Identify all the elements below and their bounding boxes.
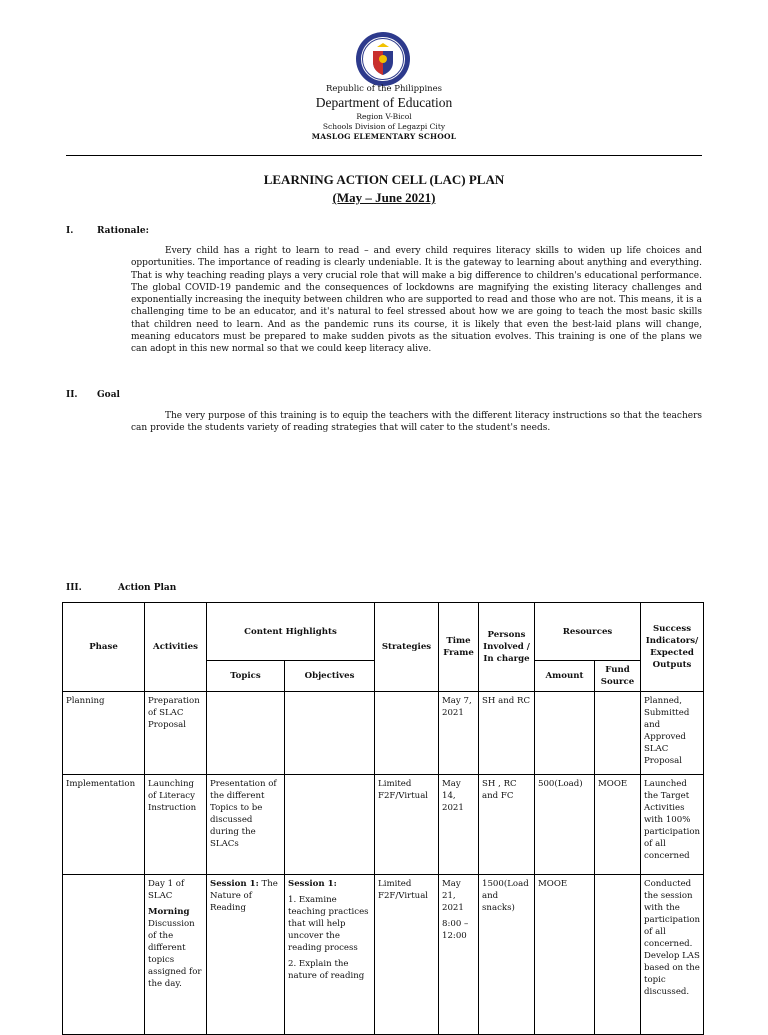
objective-2: 2. Explain the nature of reading	[288, 959, 365, 981]
cell-activities: Launching of Literacy Instruction	[145, 775, 207, 875]
activity-time-label: Morning	[148, 907, 190, 917]
header-topics: Topics	[207, 661, 285, 692]
activity-day: Day 1 of SLAC	[148, 879, 185, 901]
header-department: Department of Education	[315, 95, 453, 110]
topic-description: The Nature of Reading	[210, 879, 278, 913]
header-content-highlights: Content Highlights	[207, 603, 375, 661]
action-plan-table	[62, 602, 704, 1035]
header-activities: Activities	[145, 603, 207, 692]
cell-amount: 1500(Load and snacks)	[479, 875, 535, 1035]
rationale-paragraph: Every child has a right to learn to read – and every child requires literacy skills to widen up life choices and opportunities. The importance of reading is clearly undeniable. It is the gateway to learning about anything and everything. That is why teaching reading plays a very crucial role that will make a big difference to children's educational performance. The global COVID-19 pandemic and the consequences of lockdowns are magnifying the existing literacy challenges and exponentially increasing the inequity between children who are supported to read and those who are not. This means, it is a challenging time to be an educator, and it's natural to feel stressed about how we are going to teach the most basic skills that children need to learn. And as the pandemic runs its course, it is likely that even the best-laid plans will change, meaning educators must be prepared to make sudden pivots as the situation evolves. This training is one of the plans we can adopt in this new normal so that we could keep literacy alive.	[131, 246, 702, 355]
cell-topics: Presentation of the different Topics to be discussed during the SLACs	[207, 775, 285, 875]
header-amount: Amount	[535, 661, 595, 692]
cell-persons	[595, 875, 641, 1035]
objective-1: 1. Examine teaching practices that will help uncover the reading process	[288, 895, 369, 953]
cell-success: Launched the Target Activities with 100% participation of all concerned	[641, 775, 704, 875]
section-number-rationale: I.	[66, 226, 74, 236]
table-row	[63, 775, 704, 875]
section-title-action-plan: Action Plan	[118, 583, 177, 593]
cell-phase	[63, 875, 145, 1035]
cell-fund-source	[595, 692, 641, 775]
section-title-rationale: Rationale:	[97, 226, 149, 236]
cell-amount: 500(Load)	[535, 775, 595, 875]
cell-objectives	[285, 692, 375, 775]
cell-amount	[535, 692, 595, 775]
cell-objectives	[285, 875, 375, 1035]
cell-objectives	[285, 775, 375, 875]
deped-seal-icon	[355, 31, 411, 87]
header-region: Region V-Bicol	[356, 112, 412, 121]
cell-time-frame: May 14, 2021	[439, 775, 479, 875]
header-strategies: Strategies	[375, 603, 439, 692]
header-republic: Republic of the Philippines	[325, 84, 443, 94]
document-title: LEARNING ACTION CELL (LAC) PLAN	[263, 172, 505, 187]
section-number-action-plan: III.	[66, 583, 82, 593]
time-range: 8:00 – 12:00	[442, 919, 469, 941]
header-phase: Phase	[63, 603, 145, 692]
cell-activities	[145, 875, 207, 1035]
document-subtitle: (May – June 2021)	[332, 190, 436, 205]
cell-topics	[207, 875, 285, 1035]
cell-time-frame	[439, 875, 479, 1035]
header-school: MASLOG ELEMENTARY SCHOOL	[311, 132, 457, 141]
objective-session-label: Session 1:	[288, 879, 337, 889]
table-row	[63, 875, 704, 1035]
cell-fund-source: MOOE	[595, 775, 641, 875]
topic-session-label: Session 1:	[210, 879, 259, 889]
cell-phase: Planning	[63, 692, 145, 775]
cell-strategies: Limited F2F/Virtual	[375, 875, 439, 1035]
cell-phase: Implementation	[63, 775, 145, 875]
cell-topics	[207, 692, 285, 775]
goal-paragraph: The very purpose of this training is to equip the teachers with the different literacy instructions so that the teachers can provide the students variety of reading strategies that will cater to the student's needs.	[131, 411, 702, 434]
cell-success: Planned, Submitted and Approved SLAC Proposal	[641, 692, 704, 775]
header-division: Schools Division of Legazpi City	[322, 122, 446, 131]
cell-strategies	[375, 692, 439, 775]
cell-success: Conducted the session with the participation of all concerned. Develop LAS based on the topic discussed.	[641, 875, 704, 1035]
header-fund-source: Fund Source	[595, 661, 641, 692]
cell-time-frame: May 7, 2021	[439, 692, 479, 775]
header-objectives: Objectives	[285, 661, 375, 692]
cell-persons: SH and RC	[479, 692, 535, 775]
header-divider	[66, 155, 702, 156]
time-date: May 21, 2021	[442, 879, 464, 913]
cell-persons: SH , RC and FC	[479, 775, 535, 875]
cell-fund-source: MOOE	[535, 875, 595, 1035]
section-number-goal: II.	[66, 390, 78, 400]
section-title-goal: Goal	[97, 390, 120, 400]
header-success-indicators: Success Indicators/ Expected Outputs	[641, 603, 704, 692]
table-row	[63, 692, 704, 775]
activity-description: Discussion of the different topics assigned for the day.	[148, 919, 202, 989]
header-resources: Resources	[535, 603, 641, 661]
header-time-frame: Time Frame	[439, 603, 479, 692]
cell-activities: Preparation of SLAC Proposal	[145, 692, 207, 775]
header-persons-involved: Persons Involved / In charge	[479, 603, 535, 692]
cell-strategies: Limited F2F/Virtual	[375, 775, 439, 875]
